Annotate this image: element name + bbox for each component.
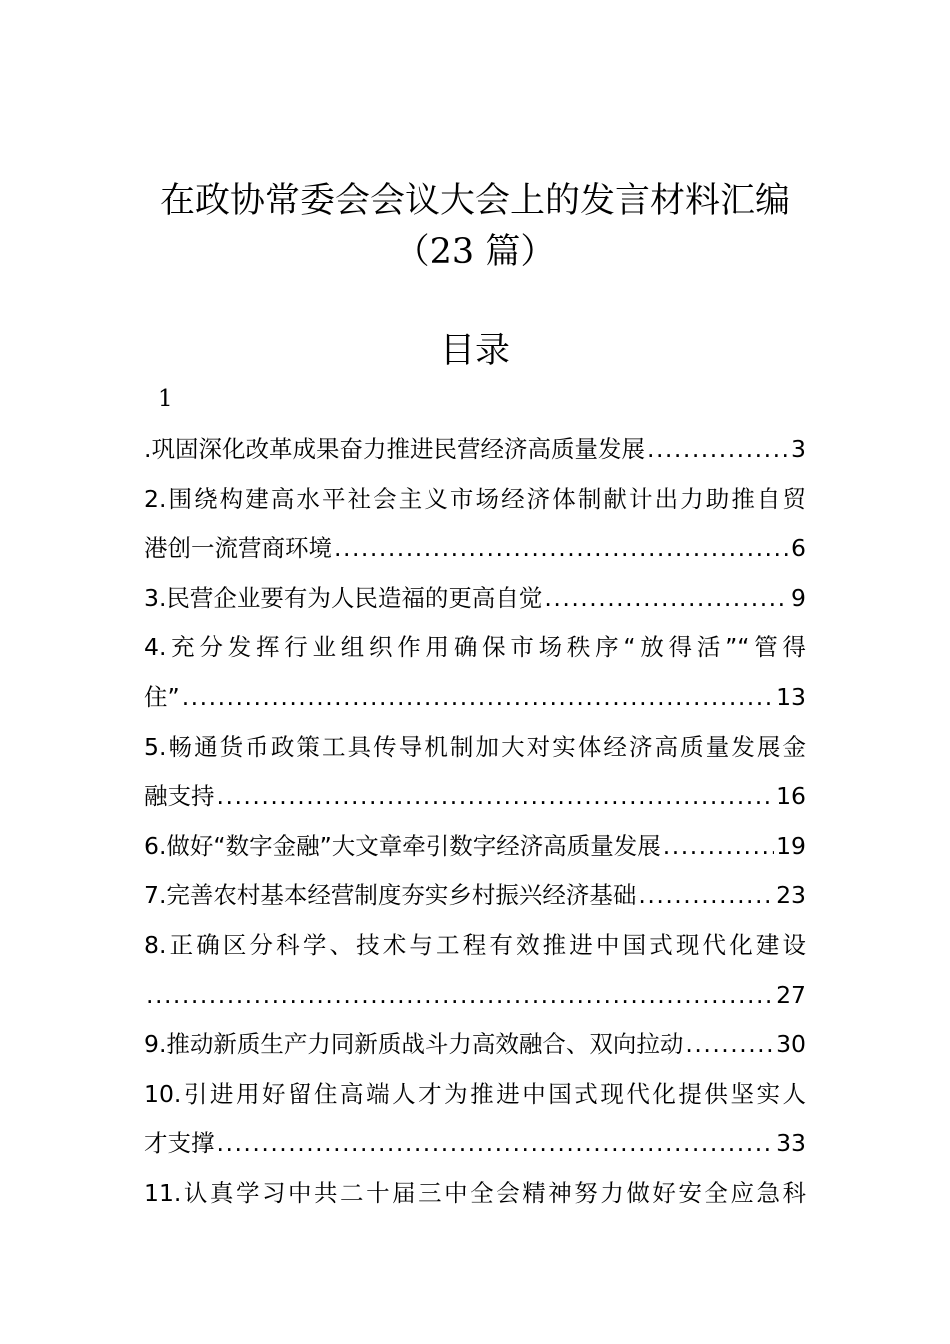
toc-entry-11-line1[interactable] — [144, 1169, 806, 1219]
toc-entry-2-line2[interactable] — [144, 524, 806, 574]
toc-entry-10-line2[interactable] — [144, 1119, 806, 1169]
toc-entry-page: 33 — [776, 1129, 806, 1158]
toc-leader-dots — [182, 673, 774, 723]
toc-entry-text: 2.围绕构建高水平社会主义市场经济体制献计出力助推自贸 — [144, 484, 806, 513]
toc-entry-1[interactable] — [144, 425, 806, 475]
toc-entry-page: 9 — [791, 583, 806, 612]
toc-leader-dots — [544, 574, 789, 624]
toc-entry-page: 3 — [791, 435, 806, 463]
toc-entry-2-line1[interactable] — [144, 475, 806, 525]
document-subtitle: （23 篇） — [394, 232, 556, 272]
toc-leader-dots — [647, 425, 789, 475]
toc-leader-dots — [334, 524, 789, 574]
toc-entry-5-line1[interactable] — [144, 723, 806, 773]
toc-entry-text: 10.引进用好留住高端人才为推进中国式现代化提供坚实人 — [144, 1079, 806, 1108]
toc-entry-text: 住” — [144, 682, 180, 711]
toc-leader-dots — [685, 1020, 774, 1070]
toc-entry-page: 6 — [791, 534, 806, 563]
toc-entry-10-line1[interactable] — [144, 1070, 806, 1120]
toc-entry-text: 9.推动新质生产力同新质战斗力高效融合、双向拉动 — [144, 1030, 684, 1059]
toc-entry-text: 8.正确区分科学、技术与工程有效推进中国式现代化建设 — [144, 930, 806, 959]
toc-item-number: 1 — [158, 386, 173, 412]
toc-entry-page: 16 — [776, 782, 806, 811]
toc-entry-page: 27 — [776, 980, 806, 1009]
document-title: 在政协常委会会议大会上的发言材料汇编 — [159, 181, 790, 221]
toc-entry-text: 4.充分发挥行业组织作用确保市场秩序“放得活”“管得 — [144, 633, 806, 662]
toc-entry-page: 30 — [776, 1030, 806, 1059]
toc-entry-text: 6.做好“数字金融”大文章牵引数字经济高质量发展 — [144, 831, 661, 860]
toc-entry-text: 5.畅通货币政策工具传导机制加大对实体经济高质量发展金 — [144, 732, 806, 761]
toc-entry-7[interactable] — [144, 871, 806, 921]
toc-entry-page: 23 — [776, 881, 806, 910]
toc-entry-3[interactable] — [144, 574, 806, 624]
toc-entry-text: 才支撑 — [144, 1129, 215, 1158]
toc-leader-dots — [146, 971, 774, 1021]
toc-leader-dots — [663, 822, 774, 872]
toc-heading: 目录 — [439, 331, 510, 371]
toc-entry-4-line2[interactable] — [144, 673, 806, 723]
toc-entry-text: 融支持 — [144, 782, 215, 811]
toc-entry-text: 11.认真学习中共二十届三中全会精神努力做好安全应急科 — [144, 1178, 806, 1207]
toc-leader-dots — [638, 871, 774, 921]
toc-entry-5-line2[interactable] — [144, 772, 806, 822]
toc-entry-page: 13 — [776, 682, 806, 711]
toc-entry-6[interactable] — [144, 822, 806, 872]
toc-entry-text: 港创一流营商环境 — [144, 534, 332, 563]
table-of-contents — [144, 425, 806, 1219]
toc-entry-text: 3.民营企业要有为人民造福的更高自觉 — [144, 583, 543, 612]
toc-leader-dots — [217, 1119, 775, 1169]
toc-entry-text: .巩固深化改革成果奋力推进民营经济高质量发展 — [144, 435, 645, 463]
toc-entry-8-line2[interactable] — [144, 971, 806, 1021]
toc-leader-dots — [217, 772, 775, 822]
toc-entry-9[interactable] — [144, 1020, 806, 1070]
toc-entry-page: 19 — [776, 831, 806, 860]
toc-entry-text: 7.完善农村基本经营制度夯实乡村振兴经济基础 — [144, 881, 637, 910]
toc-entry-4-line1[interactable] — [144, 623, 806, 673]
toc-entry-8-line1[interactable] — [144, 921, 806, 971]
